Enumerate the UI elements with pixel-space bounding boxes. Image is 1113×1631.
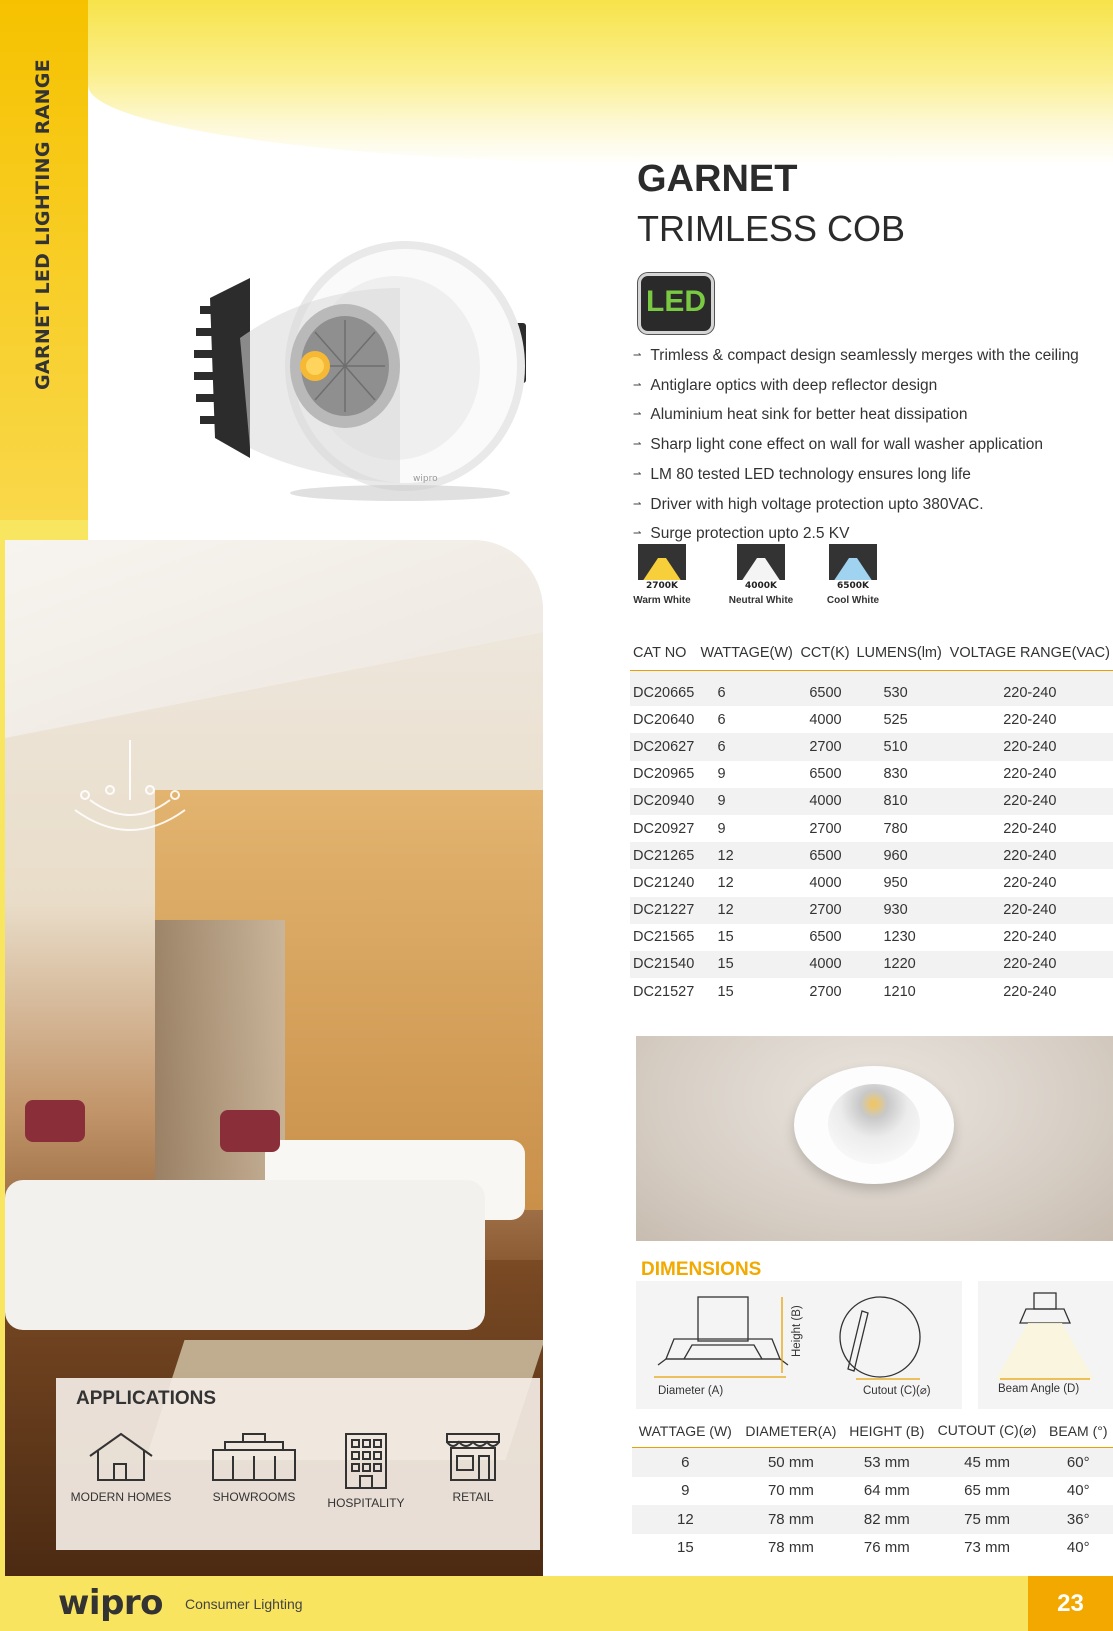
spec-cell: 6 [698, 671, 798, 707]
spec-cell: 6 [698, 733, 798, 760]
spec-cell: 2700 [809, 820, 842, 837]
dimensions-row [632, 1534, 1113, 1563]
spec-cell: DC21527 [633, 983, 695, 1000]
dimensions-cell: 73 mm [964, 1539, 1010, 1557]
spec-row [630, 671, 1113, 707]
spec-cell: DC21240 [633, 874, 695, 891]
spec-row [630, 788, 1113, 815]
spec-cell: 220-240 [947, 788, 1113, 815]
spec-cell: DC20940 [630, 788, 698, 815]
feature-item: ⇀ Trimless & compact design seamlessly merges with the ceiling [633, 342, 1079, 372]
feature-item: ⇀ LM 80 tested LED technology ensures long life [633, 461, 1079, 491]
spec-cell: DC21565 [633, 929, 695, 946]
spec-cell: 1210 [883, 983, 916, 1000]
spec-row [630, 761, 1113, 788]
dimensions-cell: 64 mm [863, 1482, 910, 1500]
applications-panel [56, 1378, 540, 1550]
dimensions-cell: 50 mm [739, 1448, 843, 1477]
spec-header: LUMENS(lm) [853, 640, 946, 671]
feature-item: ⇀ Sharp light cone effect on wall for wall washer application [633, 431, 1079, 461]
spec-cell: 830 [883, 766, 908, 783]
installed-downlight-photo [636, 1036, 1113, 1241]
house-icon [86, 1430, 156, 1484]
spec-cell: 2700 [809, 983, 842, 1000]
spec-cell: 510 [853, 733, 946, 760]
feature-item: ⇀ Aluminium heat sink for better heat dissipation [633, 401, 1079, 431]
beam-angle-diagram-box [978, 1281, 1113, 1409]
dimensions-cell: 40° [1066, 1539, 1090, 1557]
spec-cell: 220-240 [947, 951, 1113, 978]
dimensions-cell: 78 mm [739, 1505, 843, 1534]
led-badge-text: LED [646, 285, 706, 318]
application-modern-homes: MODERN HOMES [66, 1430, 176, 1504]
spec-cell: 6500 [809, 766, 842, 783]
feature-item: ⇀ Surge protection upto 2.5 KV [633, 520, 1079, 550]
neutral-white-icon: 4000K [737, 544, 785, 592]
application-showrooms: SHOWROOMS [199, 1430, 309, 1504]
product-image [190, 228, 550, 528]
dimensions-cell: 60° [1044, 1448, 1113, 1477]
spec-cell: 12 [717, 874, 734, 891]
spec-cell: DC21265 [630, 842, 698, 869]
feature-item: ⇀ Antiglare optics with deep reflector design [633, 372, 1079, 402]
spec-cell: 6500 [809, 929, 842, 946]
spec-header: CCT(K) [797, 640, 853, 671]
product-title: GARNET [637, 158, 798, 200]
led-badge [638, 273, 714, 334]
spec-cell: 220-240 [947, 842, 1113, 869]
spec-row [630, 815, 1113, 842]
spec-cell: 950 [883, 874, 908, 891]
spec-cell: 220-240 [947, 733, 1113, 760]
spec-cell: 12 [698, 842, 798, 869]
product-subtitle: TRIMLESS COB [637, 208, 906, 249]
spec-cell: 810 [853, 788, 946, 815]
shop-icon [443, 1430, 503, 1484]
spec-row [630, 869, 1113, 896]
dimensions-cell: 65 mm [964, 1482, 1010, 1500]
spec-header-row [630, 640, 1113, 671]
spec-cell: 1230 [883, 929, 916, 946]
spec-cell: 9 [698, 788, 798, 815]
spec-cell: 6500 [797, 842, 853, 869]
spec-cell: DC20640 [633, 711, 695, 728]
sidebar-title: GARNET LED LIGHTING RANGE [32, 59, 54, 390]
beam-angle-label: Beam Angle (D) [998, 1383, 1080, 1395]
spec-cell: 9 [717, 820, 726, 837]
spec-cell: DC20965 [633, 766, 695, 783]
footer-subtitle: Consumer Lighting [185, 1596, 303, 1612]
dimensions-header-row [632, 1418, 1113, 1448]
dimensions-cell: 45 mm [931, 1448, 1044, 1477]
dimensions-row [632, 1505, 1113, 1534]
spec-cell: 780 [883, 820, 908, 837]
spec-cell: 6500 [797, 671, 853, 707]
spec-header: WATTAGE(W) [698, 640, 798, 671]
diameter-label: Diameter (A) [658, 1385, 724, 1397]
spec-cell: 530 [853, 671, 946, 707]
dimensions-cell: 70 mm [767, 1482, 814, 1500]
spec-cell: 220-240 [1003, 874, 1057, 891]
cool-white-icon: 6500K [829, 544, 877, 592]
spec-cell: 930 [853, 897, 946, 924]
spec-row [630, 733, 1113, 760]
applications-title: APPLICATIONS [76, 1388, 217, 1409]
application-hospitality: HOSPITALITY [311, 1430, 421, 1510]
spec-cell: 9 [717, 766, 726, 783]
spec-cell: 220-240 [1003, 929, 1057, 946]
spec-cell: 2700 [797, 733, 853, 760]
spec-cell: 220-240 [1003, 766, 1057, 783]
dimensions-cell: 6 [632, 1448, 739, 1477]
dimensions-table [632, 1418, 1113, 1562]
dimensions-cell: 40° [1066, 1482, 1090, 1500]
spec-row [630, 842, 1113, 869]
spec-cell: 960 [853, 842, 946, 869]
dimensions-cell: 75 mm [931, 1505, 1044, 1534]
dimensions-header: CUTOUT (C)(⌀) [931, 1418, 1044, 1448]
dimensions-cell: 12 [632, 1505, 739, 1534]
dimensions-cell: 36° [1044, 1505, 1113, 1534]
spec-cell: 4000 [797, 788, 853, 815]
dimensions-row [632, 1477, 1113, 1506]
spec-cell: 15 [717, 983, 734, 1000]
spec-cell: 220-240 [1003, 983, 1057, 1000]
top-yellow-wash [88, 0, 1113, 165]
spec-cell: DC20627 [630, 733, 698, 760]
spec-cell: 12 [698, 897, 798, 924]
hotel-icon [336, 1430, 396, 1490]
product-brand-mark: wipro [413, 474, 438, 484]
spec-cell: 220-240 [947, 897, 1113, 924]
dimensions-cell: 53 mm [843, 1448, 930, 1477]
spec-row [630, 897, 1113, 924]
cutout-label: Cutout (C)(⌀) [863, 1385, 931, 1397]
page-number: 23 [1028, 1576, 1113, 1631]
application-retail: RETAIL [418, 1430, 528, 1504]
dimensions-cell: 9 [681, 1482, 690, 1500]
dimensions-row [632, 1448, 1113, 1477]
spec-cell: 4000 [809, 874, 842, 891]
dimensions-cell: 76 mm [863, 1539, 910, 1557]
footer [0, 1576, 1113, 1631]
cct-option-warm: 2700K Warm White [617, 544, 707, 606]
spec-cell: DC21540 [630, 951, 698, 978]
warm-white-icon: 2700K [638, 544, 686, 592]
spec-row [630, 951, 1113, 978]
spec-row [630, 978, 1113, 1005]
spec-cell: 15 [698, 951, 798, 978]
dimensions-header: HEIGHT (B) [843, 1418, 930, 1448]
spec-row [630, 924, 1113, 951]
dimensions-cell: 15 [676, 1539, 694, 1557]
dimension-diagram-box [636, 1281, 962, 1409]
spec-row [630, 706, 1113, 733]
showroom-icon [209, 1430, 299, 1484]
spec-cell: 4000 [797, 951, 853, 978]
living-room-photo [5, 540, 543, 1576]
dimensions-cell: 82 mm [843, 1505, 930, 1534]
spec-cell: 15 [717, 929, 734, 946]
spec-header: CAT NO [630, 640, 698, 671]
spec-cell: DC21227 [630, 897, 698, 924]
height-label: Height (B) [791, 1305, 803, 1357]
feature-item: ⇀ Driver with high voltage protection upto 380VAC. [633, 491, 1079, 521]
dimensions-title: DIMENSIONS [641, 1259, 762, 1280]
dimensions-header: DIAMETER(A) [739, 1418, 843, 1448]
spec-header: VOLTAGE RANGE(VAC) [947, 640, 1113, 671]
dimensions-header: WATTAGE (W) [632, 1418, 739, 1448]
spec-cell: 4000 [809, 711, 842, 728]
spec-cell: 2700 [797, 897, 853, 924]
spec-cell: 220-240 [947, 671, 1113, 707]
wipro-logo: wipro [58, 1583, 164, 1623]
cct-option-cool: 6500K Cool White [808, 544, 898, 606]
spec-cell: DC20665 [630, 671, 698, 707]
spec-table [630, 640, 1113, 1005]
dimensions-cell: 78 mm [767, 1539, 814, 1557]
spec-cell: 525 [883, 711, 908, 728]
spec-cell: 1220 [853, 951, 946, 978]
feature-list [633, 342, 1079, 550]
spec-cell: 6 [717, 711, 726, 728]
cct-option-neutral: 4000K Neutral White [716, 544, 806, 606]
spec-cell: 220-240 [1003, 820, 1057, 837]
dimensions-header: BEAM (°) [1044, 1418, 1113, 1448]
spec-cell: 220-240 [1003, 711, 1057, 728]
spec-cell: DC20927 [633, 820, 695, 837]
